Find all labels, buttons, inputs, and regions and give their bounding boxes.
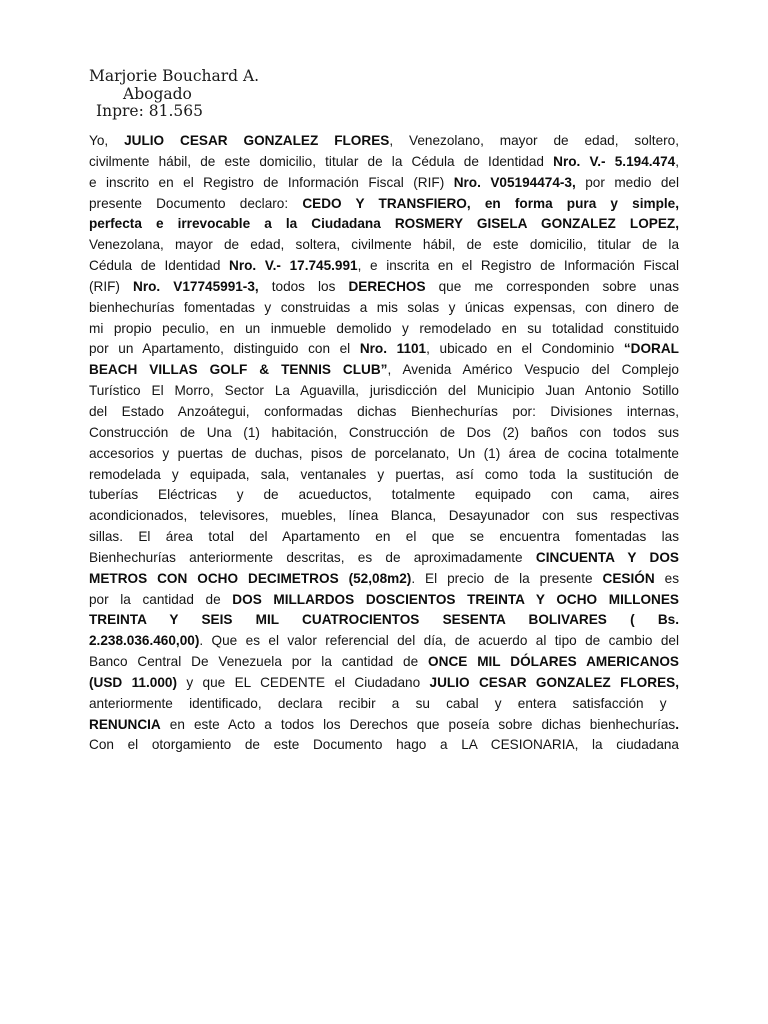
text-run: mi propio peculio, en un inmueble demolido y remodelado en su totalidad constituido [89, 320, 679, 336]
text-run: . El precio de la presente [411, 570, 603, 586]
bold-text-run: . [675, 716, 679, 732]
paragraph-line [89, 715, 679, 736]
bold-text-run: JULIO CESAR GONZALEZ FLORES [124, 133, 390, 148]
text-run: por un Apartamento, distinguido con el [89, 341, 360, 357]
paragraph-line [89, 381, 679, 402]
text-run: Construcción de Una (1) habitación, Construcción de Dos (2) baños con todos sus [89, 424, 679, 440]
text-run: en este Acto a todos los Derechos que poseía sobre dichas bienhechurías [160, 716, 676, 732]
text-run: , Avenida Américo Vespucio del Complejo [387, 362, 679, 378]
paragraph-line [89, 256, 679, 277]
text-run: y que EL CEDENTE el Ciudadano [176, 674, 430, 690]
text-run: Bienhechurías anteriormente descritas, es de aproximadamente [89, 549, 536, 565]
text-run: presente Documento declaro: [89, 195, 303, 211]
text-run: civilmente hábil, de este domicilio, titular de la Cédula de Identidad [89, 153, 554, 169]
paragraph-line [89, 339, 679, 360]
inpre-number: Inpre: 81.565 [96, 102, 203, 120]
paragraph-line [89, 423, 679, 444]
bold-text-run: CINCUENTA Y DOS [535, 549, 679, 565]
bold-text-run: TREINTA Y SEIS MIL CUATROCIENTOS SESENTA BOLIVARES ( Bs. [89, 612, 679, 628]
paragraph-line [89, 694, 679, 715]
text-run: tuberías Eléctricas y de acueductos, totalmente equipado con cama, aires [89, 487, 679, 503]
text-run: que me corresponden sobre unas [425, 278, 679, 294]
text-run: Cédula de Identidad [89, 258, 230, 274]
paragraph-line [89, 194, 679, 215]
paragraph-line [89, 735, 679, 756]
text-run: , Venezolano, mayor de edad, soltero, [389, 133, 679, 148]
paragraph-line [89, 298, 679, 319]
text-run: e inscrito en el Registro de Información Fiscal (RIF) [89, 174, 454, 190]
bold-text-run: CESIÓN [602, 570, 655, 586]
paragraph-line [89, 173, 679, 194]
text-run: sillas. El área total del Apartamento en el que se encuentra fomentadas las [89, 529, 679, 545]
paragraph-line [89, 214, 679, 235]
bold-text-run: RENUNCIA [89, 716, 161, 732]
text-run: acondicionados, televisores, muebles, línea Blanca, Desayunador con sus respectivas [89, 508, 679, 524]
text-run: por medio del [575, 174, 679, 190]
bold-text-run: (USD 11.000) [89, 674, 177, 690]
bold-text-run: BEACH VILLAS GOLF & TENNIS CLUB” [89, 362, 388, 378]
bold-text-run: DOS MILLARDOS DOSCIENTOS TREINTA Y OCHO MILLONES [232, 591, 679, 607]
paragraph-line [89, 590, 679, 611]
paragraph-line [89, 673, 679, 694]
text-run: es [654, 570, 679, 586]
text-run: Venezolana, mayor de edad, soltera, civilmente hábil, de este domicilio, titular de la [89, 237, 679, 253]
paragraph-line [89, 610, 679, 631]
bold-text-run: Nro. 1101 [359, 341, 427, 357]
letterhead [89, 68, 259, 121]
text-run: anteriormente identificado, declara recibir a su cabal y entera satisfacción y [89, 695, 667, 711]
text-run: Turístico El Morro, Sector La Aguavilla, jurisdicción del Municipio Juan Antonio Sotillo [89, 383, 679, 399]
text-run: remodelada y equipada, sala, ventanales y puertas, así como toda la sustitución de [89, 466, 679, 482]
text-run: , e inscrita en el Registro de Información Fiscal [357, 258, 679, 274]
paragraph-line [89, 569, 679, 590]
paragraph-line [89, 152, 679, 173]
text-run: por la cantidad de [89, 591, 233, 607]
bold-text-run: ONCE MIL DÓLARES AMERICANOS [428, 654, 679, 670]
paragraph-line [89, 527, 679, 548]
paragraph-line [89, 444, 679, 465]
text-run: todos los [258, 278, 349, 294]
paragraph-line [89, 360, 679, 381]
paragraph-line [89, 506, 679, 527]
text-run: Yo, [89, 133, 125, 148]
paragraph-line [89, 131, 679, 152]
declaration-paragraph [89, 131, 679, 756]
text-run: . Que es el valor referencial del día, de acuerdo al tipo de cambio del [199, 633, 679, 649]
paragraph-line [89, 402, 679, 423]
text-run: , ubicado en el Condominio [426, 341, 624, 357]
text-run: del Estado Anzoátegui, conformadas dichas Bienhechurías por: Divisiones internas, [89, 403, 679, 419]
text-run: (RIF) [89, 278, 134, 294]
text-run: bienhechurías fomentadas y construidas a mis solas y únicas expensas, con dinero de [89, 299, 679, 315]
bold-text-run: 2.238.036.460,00) [89, 633, 200, 649]
paragraph-line [89, 652, 679, 673]
bold-text-run: perfecta e irrevocable a la Ciudadana ROSMERY GISELA GONZALEZ LOPEZ, [89, 216, 679, 232]
bold-text-run: “DORAL [623, 341, 679, 357]
paragraph-line [89, 465, 679, 486]
paragraph-line [89, 548, 679, 569]
paragraph-line [89, 485, 679, 506]
text-run: Banco Central De Venezuela por la cantidad de [89, 654, 429, 670]
bold-text-run: Nro. V.- 17.745.991 [229, 258, 358, 274]
paragraph-line [89, 277, 679, 298]
paragraph-line [89, 319, 679, 340]
bold-text-run: JULIO CESAR GONZALEZ FLORES, [429, 674, 679, 690]
text-run: Con el otorgamiento de este Documento hago a LA CESIONARIA, la ciudadana [89, 737, 679, 753]
bold-text-run: Nro. V05194474-3, [453, 174, 576, 190]
paragraph-line [89, 631, 679, 652]
bold-text-run: Nro. V17745991-3, [133, 278, 259, 294]
bold-text-run: METROS CON OCHO DECIMETROS (52,08m2) [89, 570, 412, 586]
bold-text-run: CEDO Y TRANSFIERO, en forma pura y simple, [302, 195, 680, 211]
bold-text-run: DERECHOS [348, 278, 426, 294]
text-run: , [675, 153, 679, 169]
text-run: accesorios y puertas de duchas, pisos de porcelanato, Un (1) área de cocina totalmente [89, 445, 679, 461]
lawyer-name: Marjorie Bouchard A. [89, 67, 260, 85]
bold-text-run: Nro. V.- 5.194.474 [553, 153, 676, 169]
paragraph-line [89, 235, 679, 256]
lawyer-title: Abogado [123, 84, 192, 103]
